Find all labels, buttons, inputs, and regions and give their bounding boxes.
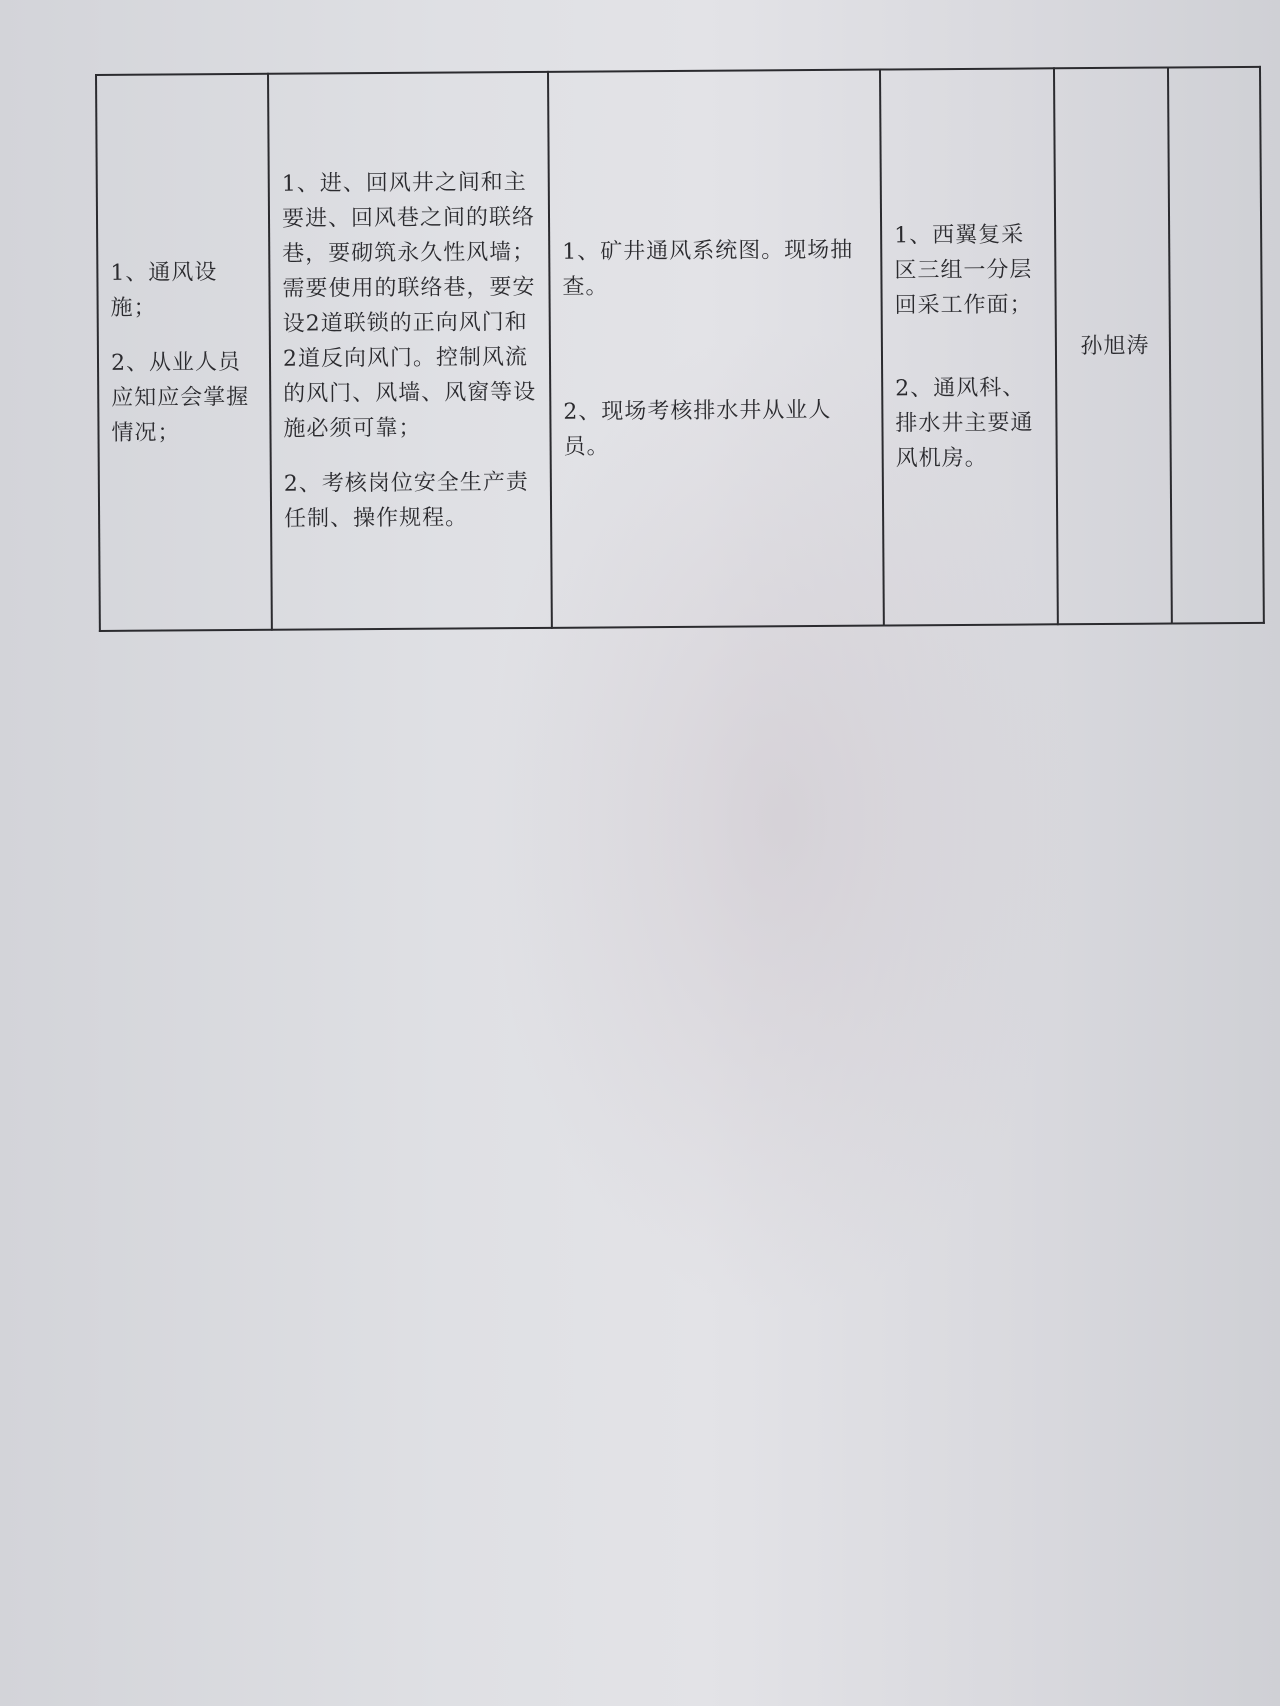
responsible-person-cell (1054, 68, 1172, 625)
check-item-2: 2、从业人员应知应会掌握情况； (110, 349, 250, 446)
responsible-person: 孙旭涛 (1080, 333, 1150, 359)
location-cell (880, 68, 1058, 625)
table-row (96, 67, 1264, 631)
check-item-cell (96, 74, 272, 631)
inspection-table (95, 66, 1265, 632)
method-1: 1、矿井通风系统图。现场抽查。 (562, 237, 854, 300)
requirement-2: 2、考核岗位安全生产责任制、操作规程。 (283, 469, 529, 532)
method-cell (548, 70, 884, 628)
location-2: 2、通风科、排水井主要通风机房。 (895, 375, 1034, 472)
location-1: 1、西翼复采区三组一分层回采工作面； (894, 222, 1033, 319)
check-item-1: 1、通风设施； (110, 259, 218, 321)
requirement-cell (268, 72, 552, 630)
method-2: 2、现场考核排水井从业人员。 (563, 397, 832, 460)
requirement-1: 1、进、回风井之间和主要进、回风巷之间的联络巷，要砌筑永久性风墙；需要使用的联络巷，要安设2道联锁的正向风门和2道反向风门。控制风流的风门、风墙、风窗等设施必须可靠； (281, 169, 537, 442)
remark-cell (1168, 67, 1264, 624)
